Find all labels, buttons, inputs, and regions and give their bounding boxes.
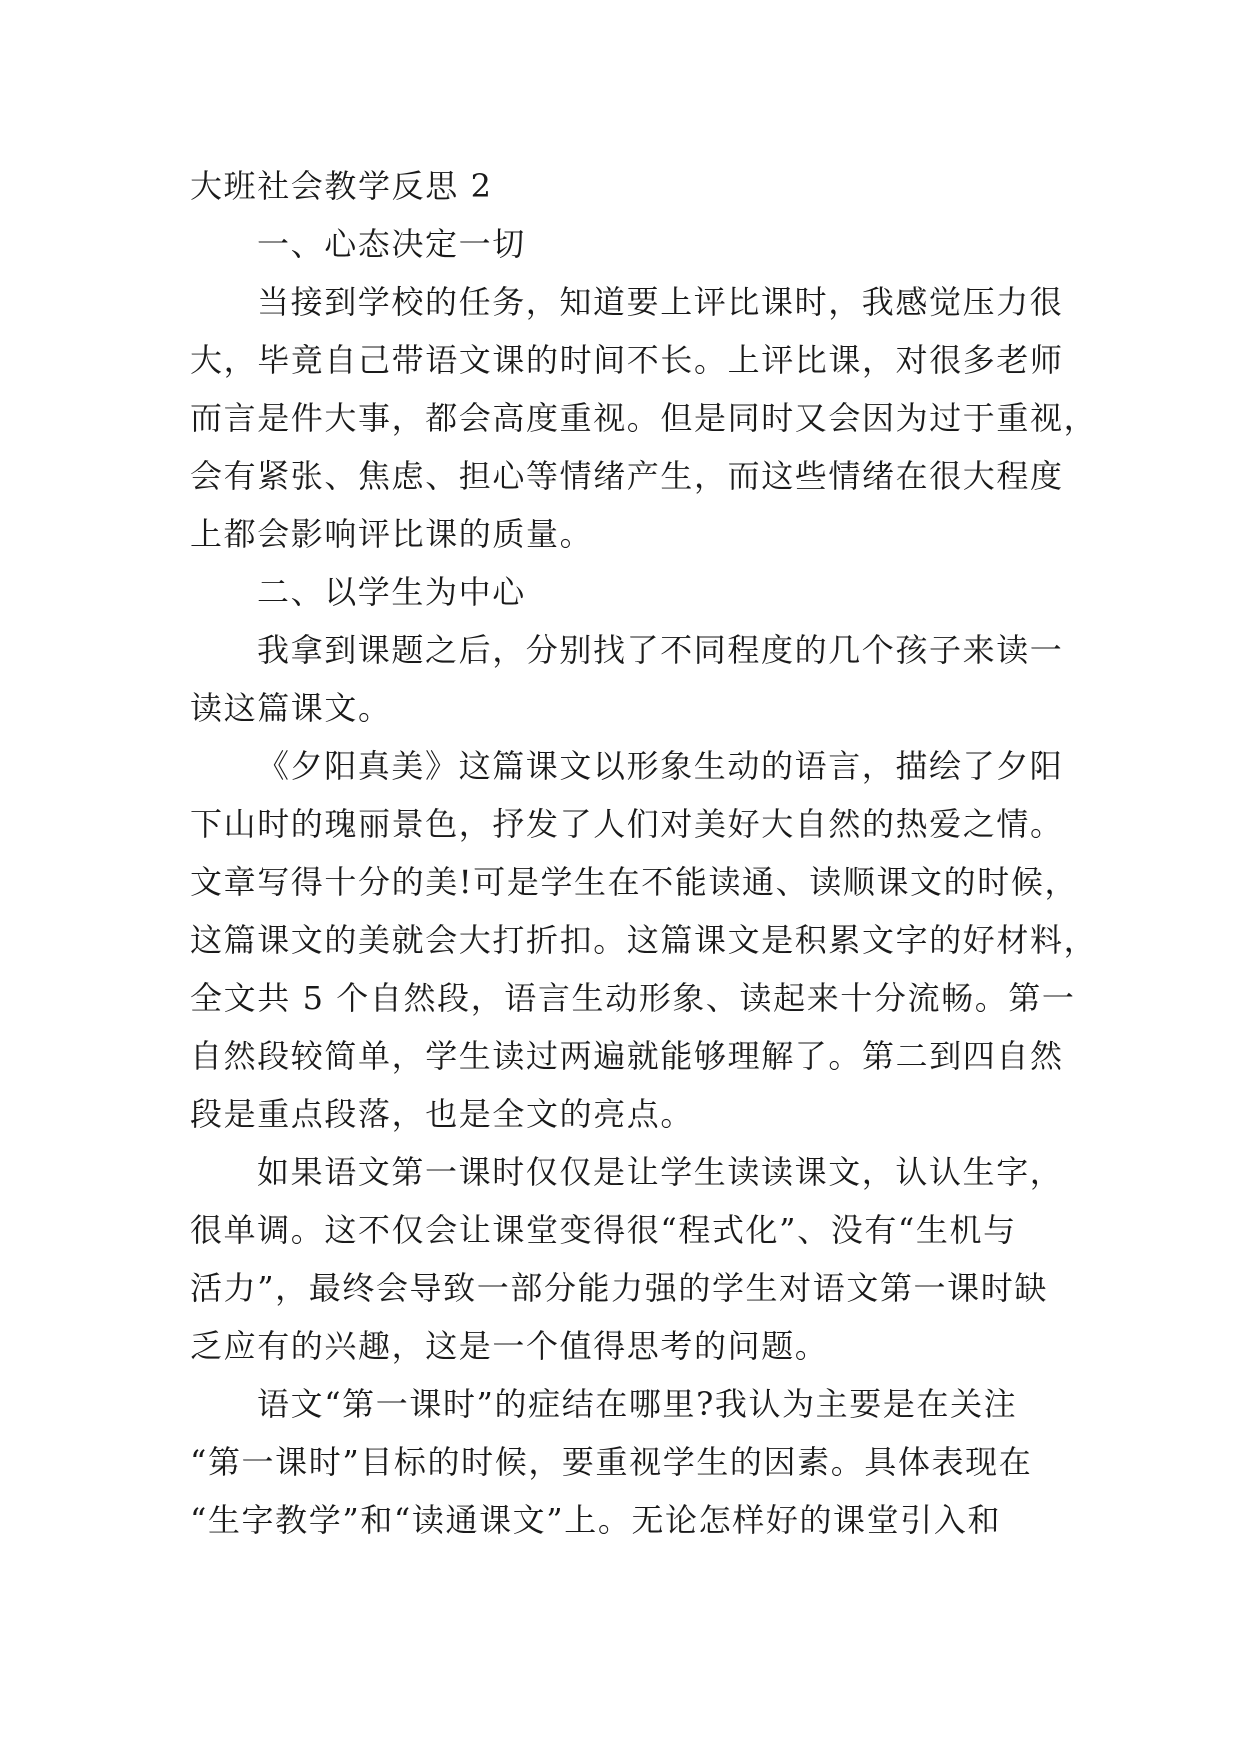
paragraph-line: 大，毕竟自己带语文课的时间不长。上评比课，对很多老师 (190, 341, 1064, 379)
paragraph-line: 全文共 5 个自然段，语言生动形象、读起来十分流畅。第一 (190, 979, 1076, 1017)
paragraph-line: 很单调。这不仅会让课堂变得很“程式化”、没有“生机与 (190, 1211, 1017, 1249)
paragraph-line: 文章写得十分的美!可是学生在不能读通、读顺课文的时候， (190, 863, 1079, 901)
paragraph-line: 而言是件大事，都会高度重视。但是同时又会因为过于重视， (190, 399, 1098, 437)
paragraph-line: “生字教学”和“读通课文”上。无论怎样好的课堂引入和 (190, 1501, 1002, 1539)
section-heading: 一、心态决定一切 (257, 225, 526, 263)
paragraph-line: 如果语文第一课时仅仅是让学生读读课文，认认生字， (257, 1153, 1064, 1191)
paragraph-line: 乏应有的兴趣，这是一个值得思考的问题。 (190, 1327, 829, 1365)
section-heading: 二、以学生为中心 (257, 573, 526, 611)
paragraph-line: 自然段较简单，学生读过两遍就能够理解了。第二到四自然 (190, 1037, 1064, 1075)
paragraph-line: 我拿到课题之后，分别找了不同程度的几个孩子来读一 (257, 631, 1064, 669)
paragraph-line: 这篇课文的美就会大打折扣。这篇课文是积累文字的好材料， (190, 921, 1098, 959)
paragraph-line: 活力”，最终会导致一部分能力强的学生对语文第一课时缺 (190, 1269, 1048, 1307)
paragraph-line: 会有紧张、焦虑、担心等情绪产生，而这些情绪在很大程度 (190, 457, 1064, 495)
paragraph-line: 《夕阳真美》这篇课文以形象生动的语言，描绘了夕阳 (257, 747, 1064, 785)
paragraph-line: 段是重点段落，也是全文的亮点。 (190, 1095, 695, 1133)
paragraph-line: 上都会影响评比课的质量。 (190, 515, 594, 553)
document-title: 大班社会教学反思 2 (190, 167, 493, 205)
paragraph-line: 当接到学校的任务，知道要上评比课时，我感觉压力很 (257, 283, 1064, 321)
paragraph-line: 下山时的瑰丽景色，抒发了人们对美好大自然的热爱之情。 (190, 805, 1064, 843)
paragraph-line: 读这篇课文。 (190, 689, 392, 727)
paragraph-line: 语文“第一课时”的症结在哪里?我认为主要是在关注 (257, 1385, 1018, 1423)
paragraph-line: “第一课时”目标的时候，要重视学生的因素。具体表现在 (190, 1443, 1033, 1481)
